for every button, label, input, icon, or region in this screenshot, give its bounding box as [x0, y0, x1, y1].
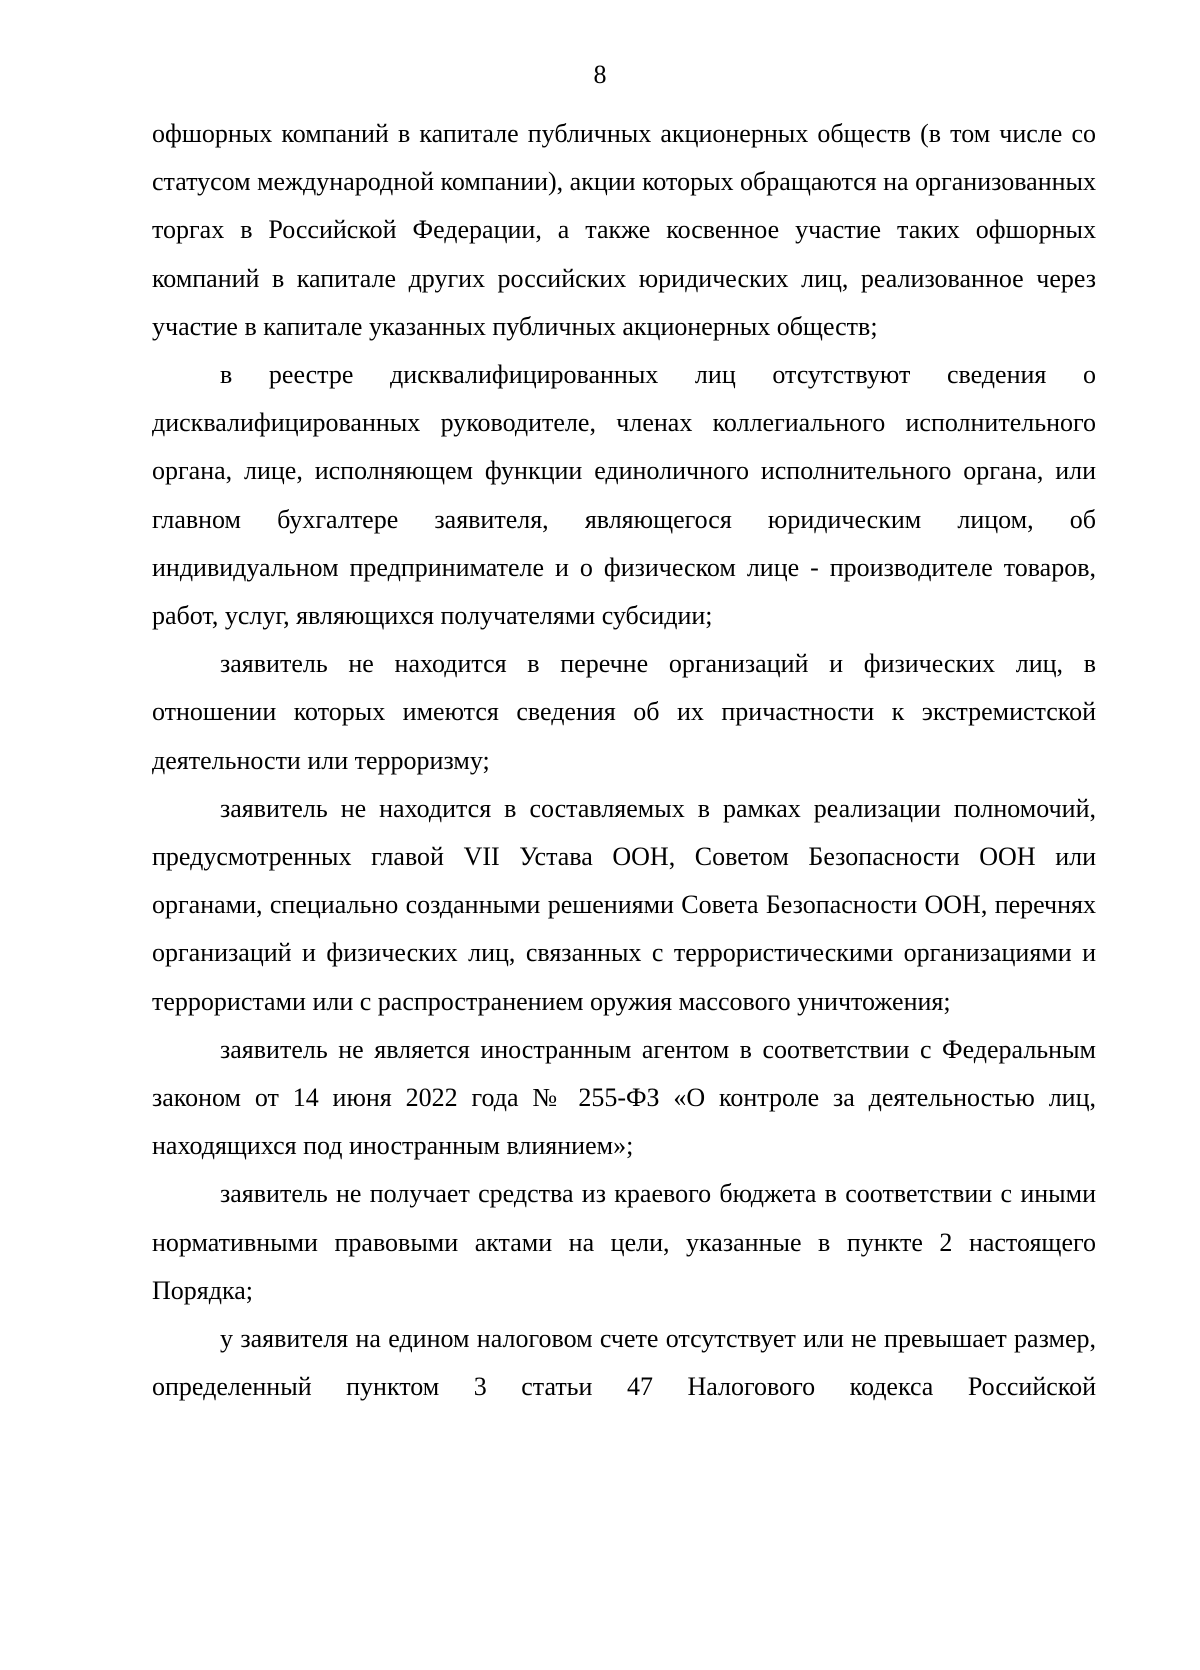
paragraph-extremism-list: заявитель не находится в перечне организаций и физических лиц, в отношении которых имеются сведения об их причастности к экстремистской деятельности или терроризму;: [152, 649, 1096, 775]
page-number: 8: [593, 60, 607, 89]
paragraph-un-security-council-lists: заявитель не находится в составляемых в рамках реализации полномочий, предусмотренных главой VII Устава ООН, Советом Безопасности ООН или органами, специально созданными решениями Совета Безопасности ООН, перечнях организаций и физических лиц, связанных с террористическими организациями и террористами или с распространением оружия массового уничтожения;: [152, 793, 1096, 1016]
document-body: [152, 110, 1096, 1411]
paragraph-disqualified-persons: в реестре дисквалифицированных лиц отсутствуют сведения о дисквалифицированных руководителе, членах коллегиального исполнительного органа, лице, исполняющем функции единоличного исполнительного органа, или главном бухгалтере заявителя, являющегося юридическим лицом, об индивидуальном предпринимателе и о физическом лице - производителе товаров, работ, услуг, являющихся получателями субсидии;: [152, 360, 1096, 631]
paragraph-foreign-agent: заявитель не является иностранным агентом в соответствии с Федеральным законом от 14 июня 2022 года № 255-ФЗ «О контроле за деятельностью лиц, находящихся под иностранным влиянием»;: [152, 1034, 1096, 1161]
paragraph-offshore-companies: офшорных компаний в капитале публичных акционерных обществ (в том числе со статусом международной компании), акции которых обращаются на организованных торгах в Российской Федерации, а также косвенное участие таких офшорных компаний в капитале других российских юридических лиц, реализованное через участие в капитале указанных публичных акционерных обществ;: [152, 119, 1097, 341]
paragraph-regional-budget-funds: заявитель не получает средства из краевого бюджета в соответствии с иными нормативными правовыми актами на цели, указанные в пункте 2 настоящего Порядка;: [152, 1179, 1096, 1305]
paragraph-tax-account: у заявителя на едином налоговом счете отсутствует или не превышает размер, определенный пунктом 3 статьи 47 Налогового кодекса Российской: [152, 1324, 1096, 1402]
